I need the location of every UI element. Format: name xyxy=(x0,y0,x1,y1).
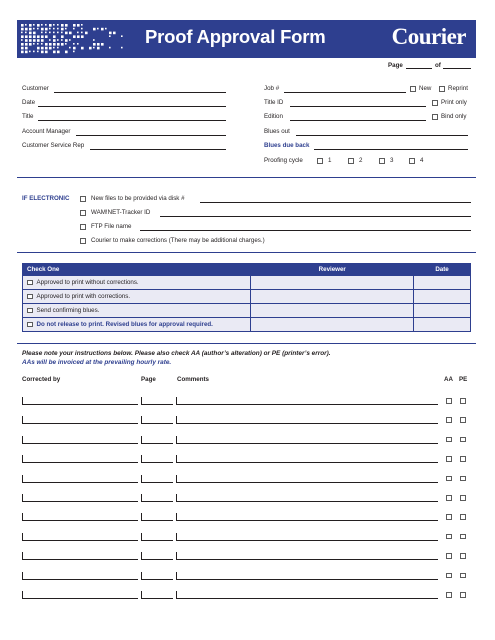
row-divider xyxy=(22,533,23,540)
row-divider xyxy=(22,436,23,443)
proofing-cycle-2-label: 2 xyxy=(359,157,363,164)
row-divider xyxy=(176,475,177,482)
section-divider xyxy=(17,343,476,344)
page-number-field[interactable] xyxy=(406,68,432,69)
pe-checkbox[interactable] xyxy=(460,456,466,462)
proofing-cycle-3-label: 3 xyxy=(390,157,394,164)
pe-checkbox[interactable] xyxy=(460,398,466,404)
corrected-by-field[interactable] xyxy=(22,579,138,580)
page-field[interactable] xyxy=(141,501,173,502)
blues-out-field[interactable] xyxy=(296,135,468,136)
pe-checkbox[interactable] xyxy=(460,495,466,501)
pe-checkbox[interactable] xyxy=(460,553,466,559)
row-divider xyxy=(22,455,23,462)
approval-option-cell xyxy=(23,276,251,290)
approval-option-checkbox[interactable] xyxy=(27,280,33,286)
approval-option-label: Send confirming blues. xyxy=(36,306,100,314)
row-divider xyxy=(22,416,23,423)
approval-option-label: Approved to print without corrections. xyxy=(36,278,139,286)
approval-option-label: Do not release to print. Revised blues for approval required. xyxy=(36,320,213,328)
reviewer-header: Reviewer xyxy=(251,264,414,276)
aa-checkbox[interactable] xyxy=(446,417,452,423)
pe-checkbox[interactable] xyxy=(460,514,466,520)
customer-service-rep-label: Customer Service Rep xyxy=(22,142,85,149)
aa-checkbox[interactable] xyxy=(446,553,452,559)
row-divider xyxy=(22,494,23,501)
row-divider xyxy=(141,591,142,598)
row-divider xyxy=(176,533,177,540)
comments-field[interactable] xyxy=(176,462,438,463)
date-field[interactable] xyxy=(38,106,226,107)
approval-option-label: Approved to print with corrections. xyxy=(36,292,131,300)
comments-field[interactable] xyxy=(176,579,438,580)
disk-label: New files to be provided via disk # xyxy=(91,195,185,202)
corrected-by-field[interactable] xyxy=(22,520,138,521)
table-row xyxy=(23,276,471,290)
date-label: Date xyxy=(22,99,36,106)
row-divider xyxy=(141,494,142,501)
page-field[interactable] xyxy=(141,462,173,463)
aa-checkbox[interactable] xyxy=(446,514,452,520)
date-cell[interactable] xyxy=(414,290,471,304)
row-divider xyxy=(176,397,177,404)
print-only-checkbox[interactable] xyxy=(432,100,438,106)
invoice-note: AAs will be invoiced at the prevailing hourly rate. xyxy=(22,359,172,366)
proofing-cycle-4-label: 4 xyxy=(420,157,424,164)
table-row xyxy=(23,318,471,332)
print-only-label: Print only xyxy=(441,99,467,106)
comments-field[interactable] xyxy=(176,598,438,599)
proofing-cycle-1-label: 1 xyxy=(328,157,332,164)
row-divider xyxy=(22,572,23,579)
edition-label: Edition xyxy=(264,113,283,120)
proofing-cycle-2-checkbox[interactable] xyxy=(348,158,354,164)
comments-field[interactable] xyxy=(176,559,438,560)
page-total-field[interactable] xyxy=(443,68,471,69)
check-one-header: Check One xyxy=(23,264,251,276)
date-cell[interactable] xyxy=(414,276,471,290)
pe-checkbox[interactable] xyxy=(460,573,466,579)
courier-logo: Courier xyxy=(391,24,466,49)
row-divider xyxy=(141,436,142,443)
aa-checkbox[interactable] xyxy=(446,437,452,443)
row-divider xyxy=(141,475,142,482)
wamnet-label: WAM!NET-Tracker ID xyxy=(91,209,151,216)
corrected-by-field[interactable] xyxy=(22,404,138,405)
aa-header: AA xyxy=(444,376,453,383)
comments-field[interactable] xyxy=(176,540,438,541)
new-label: New xyxy=(419,85,432,92)
proofing-cycle-1-checkbox[interactable] xyxy=(317,158,323,164)
corrected-by-field[interactable] xyxy=(22,482,138,483)
aa-checkbox[interactable] xyxy=(446,476,452,482)
reviewer-cell[interactable] xyxy=(251,318,414,332)
section-divider xyxy=(17,252,476,253)
date-cell[interactable] xyxy=(414,304,471,318)
disk-checkbox[interactable] xyxy=(80,196,86,202)
blues-out-label: Blues out xyxy=(264,128,290,135)
section-divider xyxy=(17,177,476,178)
row-divider xyxy=(141,455,142,462)
if-electronic-label: IF ELECTRONIC xyxy=(22,195,70,202)
row-divider xyxy=(141,513,142,520)
row-divider xyxy=(22,552,23,559)
wamnet-checkbox[interactable] xyxy=(80,210,86,216)
table-row xyxy=(23,290,471,304)
page-label: Page xyxy=(388,62,403,69)
title-id-label: Title ID xyxy=(264,99,284,106)
row-divider xyxy=(176,591,177,598)
ftp-file-name-field[interactable] xyxy=(140,230,471,231)
corrected-by-field[interactable] xyxy=(22,423,138,424)
page-field[interactable] xyxy=(141,520,173,521)
row-divider xyxy=(176,552,177,559)
row-divider xyxy=(141,397,142,404)
blues-due-back-field[interactable] xyxy=(314,149,468,150)
check-one-table xyxy=(22,263,471,332)
row-divider xyxy=(22,397,23,404)
courier-corrections-label: Courier to make corrections (There may be additional charges.) xyxy=(91,237,265,244)
page-header: Page xyxy=(141,376,156,383)
dot-mosaic-logo-icon xyxy=(21,24,125,54)
pe-checkbox[interactable] xyxy=(460,417,466,423)
comments-field[interactable] xyxy=(176,482,438,483)
comments-field[interactable] xyxy=(176,520,438,521)
row-divider xyxy=(141,416,142,423)
form-title: Proof Approval Form xyxy=(145,26,326,47)
customer-service-rep-field[interactable] xyxy=(90,149,226,150)
job-number-label: Job # xyxy=(264,85,280,92)
account-manager-field[interactable] xyxy=(76,135,226,136)
pe-checkbox[interactable] xyxy=(460,534,466,540)
blues-due-back-label: Blues due back xyxy=(264,142,310,149)
approval-option-checkbox[interactable] xyxy=(27,322,33,328)
row-divider xyxy=(176,572,177,579)
aa-checkbox[interactable] xyxy=(446,573,452,579)
bind-only-label: Bind only xyxy=(441,113,467,120)
comments-field[interactable] xyxy=(176,423,438,424)
row-divider xyxy=(22,513,23,520)
approval-option-checkbox[interactable] xyxy=(27,294,33,300)
page-field[interactable] xyxy=(141,579,173,580)
aa-checkbox[interactable] xyxy=(446,495,452,501)
ftp-checkbox[interactable] xyxy=(80,224,86,230)
account-manager-label: Account Manager xyxy=(22,128,71,135)
row-divider xyxy=(22,475,23,482)
date-cell[interactable] xyxy=(414,318,471,332)
proofing-cycle-label: Proofing cycle xyxy=(264,157,303,164)
row-divider xyxy=(176,494,177,501)
comments-header: Comments xyxy=(177,376,209,383)
corrected-by-field[interactable] xyxy=(22,559,138,560)
row-divider xyxy=(141,533,142,540)
title-id-field[interactable] xyxy=(290,106,426,107)
pe-checkbox[interactable] xyxy=(460,476,466,482)
aa-checkbox[interactable] xyxy=(446,398,452,404)
new-checkbox[interactable] xyxy=(410,86,416,92)
page-field[interactable] xyxy=(141,482,173,483)
row-divider xyxy=(176,436,177,443)
reprint-checkbox[interactable] xyxy=(439,86,445,92)
row-divider xyxy=(22,591,23,598)
approval-option-cell xyxy=(23,304,251,318)
customer-field[interactable] xyxy=(54,92,226,93)
corrected-by-field[interactable] xyxy=(22,462,138,463)
corrected-by-field[interactable] xyxy=(22,540,138,541)
comments-field[interactable] xyxy=(176,443,438,444)
table-row xyxy=(23,304,471,318)
row-divider xyxy=(141,552,142,559)
date-header: Date xyxy=(414,264,471,276)
title-label: Title xyxy=(22,113,34,120)
approval-option-cell xyxy=(23,318,251,332)
row-divider xyxy=(176,455,177,462)
corrected-by-field[interactable] xyxy=(22,501,138,502)
ftp-label: FTP File name xyxy=(91,223,132,230)
page-field[interactable] xyxy=(141,404,173,405)
corrected-by-field[interactable] xyxy=(22,443,138,444)
comments-field[interactable] xyxy=(176,404,438,405)
reviewer-cell[interactable] xyxy=(251,304,414,318)
aa-checkbox[interactable] xyxy=(446,534,452,540)
aa-checkbox[interactable] xyxy=(446,456,452,462)
proofing-cycle-4-checkbox[interactable] xyxy=(409,158,415,164)
page-field[interactable] xyxy=(141,423,173,424)
customer-label: Customer xyxy=(22,85,49,92)
disk-number-field[interactable] xyxy=(200,202,471,203)
of-label: of xyxy=(435,62,441,69)
page-field[interactable] xyxy=(141,443,173,444)
proofing-cycle-3-checkbox[interactable] xyxy=(379,158,385,164)
courier-corrections-checkbox[interactable] xyxy=(80,238,86,244)
reprint-label: Reprint xyxy=(448,85,468,92)
row-divider xyxy=(176,513,177,520)
row-divider xyxy=(141,572,142,579)
bind-only-checkbox[interactable] xyxy=(432,114,438,120)
row-divider xyxy=(176,416,177,423)
reviewer-cell[interactable] xyxy=(251,276,414,290)
page-field[interactable] xyxy=(141,598,173,599)
form-header xyxy=(17,20,476,58)
reviewer-cell[interactable] xyxy=(251,290,414,304)
corrected-by-field[interactable] xyxy=(22,598,138,599)
page-field[interactable] xyxy=(141,559,173,560)
corrected-by-header: Corrected by xyxy=(22,376,61,383)
approval-option-checkbox[interactable] xyxy=(27,308,33,314)
pe-checkbox[interactable] xyxy=(460,437,466,443)
wamnet-tracker-field[interactable] xyxy=(160,216,471,217)
approval-option-cell xyxy=(23,290,251,304)
aa-checkbox[interactable] xyxy=(446,592,452,598)
title-field[interactable] xyxy=(38,120,226,121)
pe-header: PE xyxy=(459,376,468,383)
instructions-note: Please note your instructions below. Please also check AA (author’s alteration) or PE (printer’s error). xyxy=(22,350,331,357)
comments-field[interactable] xyxy=(176,501,438,502)
page-field[interactable] xyxy=(141,540,173,541)
job-number-field[interactable] xyxy=(284,92,406,93)
edition-field[interactable] xyxy=(290,120,426,121)
pe-checkbox[interactable] xyxy=(460,592,466,598)
